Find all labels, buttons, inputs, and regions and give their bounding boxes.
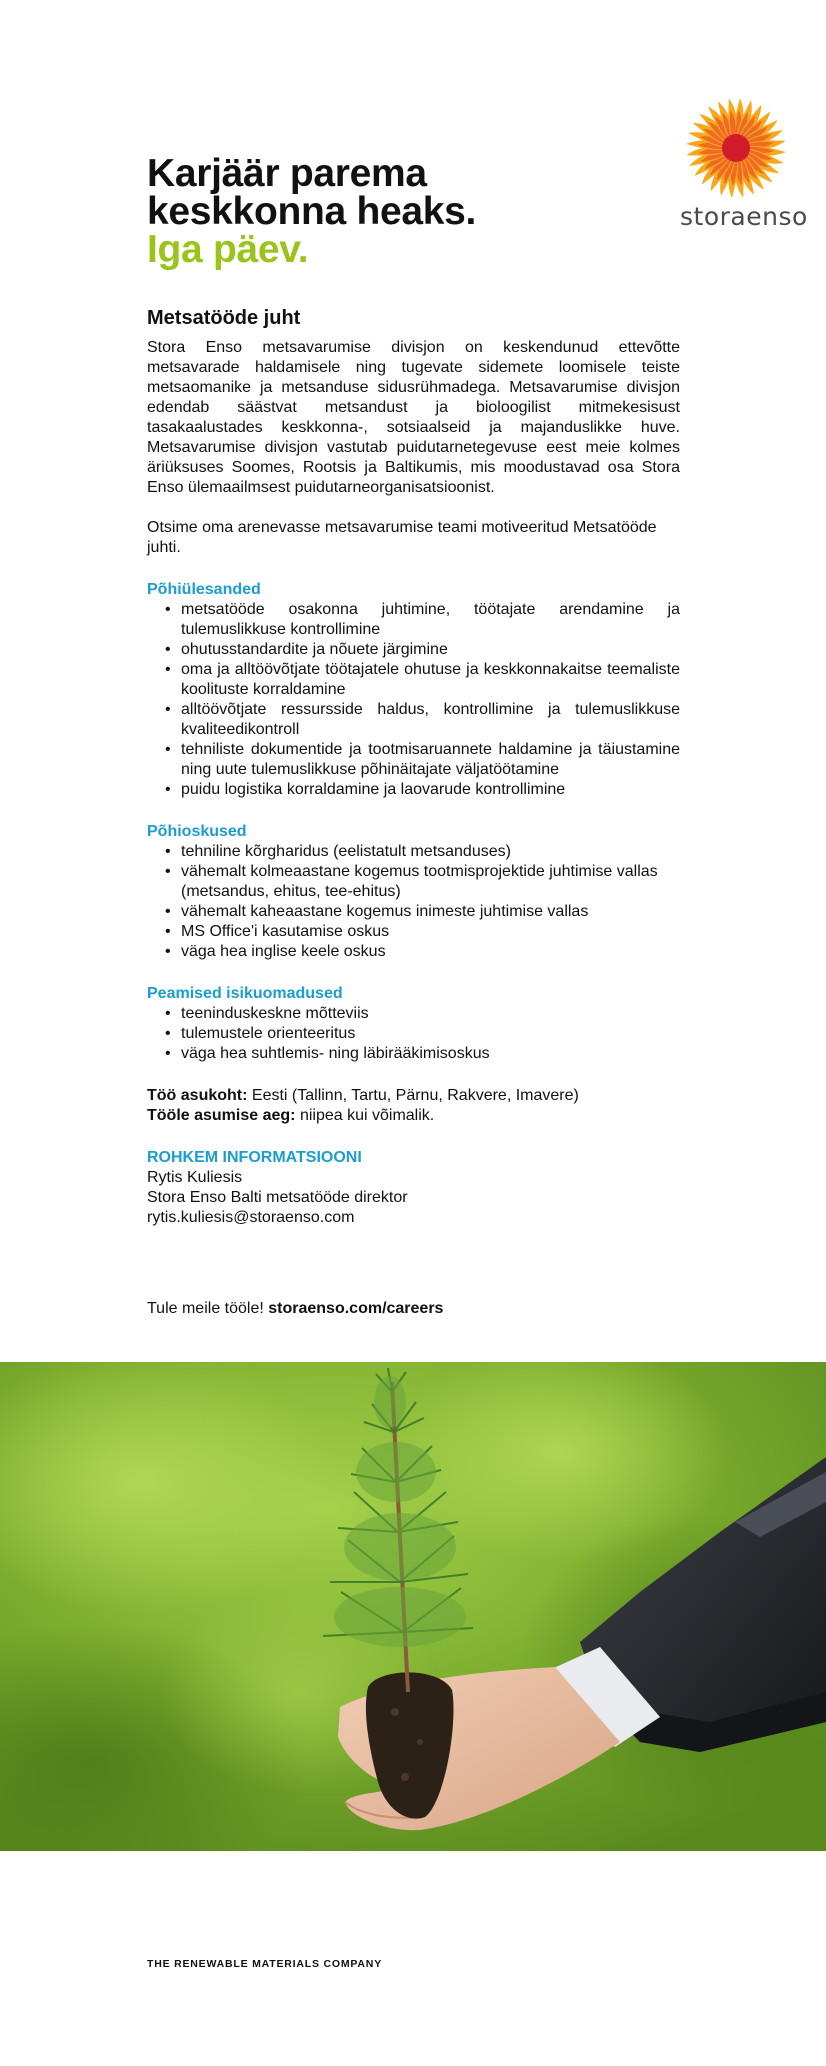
list-item: • tehniliste dokumentide ja tootmisaruannete haldamine ja täiustamine ning uute tulemuslikkuse põhinäitajate väljatöötamine (165, 740, 680, 780)
job-ad-content (147, 152, 680, 1228)
duties-section (147, 580, 680, 800)
duties-list (147, 600, 680, 800)
list-item: • väga hea inglise keele oskus (165, 942, 680, 962)
contact-section (147, 1148, 680, 1228)
seedling-in-hand-photo (0, 1362, 826, 1851)
location-label: Töö asukoht: (147, 1087, 248, 1104)
job-title: Metsatööde juht (147, 307, 301, 329)
list-item: • oma ja alltöövõtjate töötajatele ohutuse ja keskkonnakaitse teemaliste koolituste korraldamine (165, 660, 680, 700)
company-tagline: THE RENEWABLE MATERIALS COMPANY (147, 1958, 382, 1970)
start-value: niipea kui võimalik. (299, 1107, 435, 1124)
cta-text: Tule meile tööle! (147, 1300, 264, 1317)
company-logo (680, 96, 808, 231)
careers-link[interactable]: storaenso.com/careers (268, 1300, 444, 1317)
start-line (147, 1106, 680, 1126)
headline-accent: Iga päev. (147, 228, 309, 271)
logo-wordmark: storaenso (680, 202, 808, 231)
list-item: • vähemalt kolmeaastane kogemus tootmisprojektide juhtimise vallas (metsandus, ehitus, tee-ehitus) (165, 862, 680, 902)
contact-heading: ROHKEM INFORMATSIOONI (147, 1149, 362, 1166)
list-item: • ohutusstandardite ja nõuete järgimine (165, 640, 680, 660)
list-item: • alltöövõtjate ressursside haldus, kontrollimine ja tulemuslikkuse kvaliteedikontroll (165, 700, 680, 740)
headline-line-2: keskkonna heaks. (147, 190, 477, 233)
start-label: Tööle asumise aeg: (147, 1107, 296, 1124)
qualities-heading: Peamised isikuomadused (147, 985, 343, 1002)
list-item: • teeninduskeskne mõtteviis (165, 1004, 680, 1024)
list-item: • väga hea suhtlemis- ning läbirääkimisoskus (165, 1044, 680, 1064)
intro-paragraph: Stora Enso metsavarumise divisjon on keskendunud ettevõtte metsavarade haldamisele ning tugevate sidemete loomisele teiste metsaomanike ja metsanduse sidusrühmadega. Metsavarumise divisjon edendab säästvat metsandust ja bioloogilist mitmekesisust tasakaalustades keskkonna-, sotsiaalseid ja majanduslikke huve. Metsavarumise divisjon vastutab puidutarnetegevuse eest meie kolmes äriüksuses Soomes, Rootsis ja Baltikumis, mis moodustavad osa Stora Enso ülemaailmsest puidutarneorganisatsioonist. (147, 339, 680, 496)
headline (147, 152, 680, 271)
location-line (147, 1086, 680, 1106)
invitation-paragraph: Otsime oma arenevasse metsavarumise teami motiveeritud Metsatööde juhti. (147, 519, 657, 556)
list-item: • tulemustele orienteeritus (165, 1024, 680, 1044)
list-item: • metsatööde osakonna juhtimine, töötajate arendamine ja tulemuslikkuse kontrollimine (165, 600, 680, 640)
location-value: Eesti (Tallinn, Tartu, Pärnu, Rakvere, Imavere) (251, 1087, 579, 1104)
list-item: • tehniline kõrgharidus (eelistatult metsanduses) (165, 842, 680, 862)
qualities-section (147, 984, 680, 1064)
skills-heading: Põhioskused (147, 823, 247, 840)
skills-list (147, 842, 680, 962)
duties-heading: Põhiülesanded (147, 581, 261, 598)
list-item: • puidu logistika korraldamine ja laovarude kontrollimine (165, 780, 680, 800)
contact-email[interactable]: rytis.kuliesis@storaenso.com (147, 1209, 355, 1226)
contact-name: Rytis Kuliesis (147, 1169, 243, 1186)
headline-line-1: Karjäär parema (147, 152, 427, 195)
list-item: • MS Office'i kasutamise oskus (165, 922, 680, 942)
contact-role: Stora Enso Balti metsatööde direktor (147, 1189, 408, 1206)
list-item: • vähemalt kaheaastane kogemus inimeste juhtimise vallas (165, 902, 680, 922)
sun-flower-icon (684, 96, 788, 200)
skills-section (147, 822, 680, 962)
call-to-action (147, 1299, 443, 1319)
qualities-list (147, 1004, 680, 1064)
job-details (147, 1086, 680, 1126)
